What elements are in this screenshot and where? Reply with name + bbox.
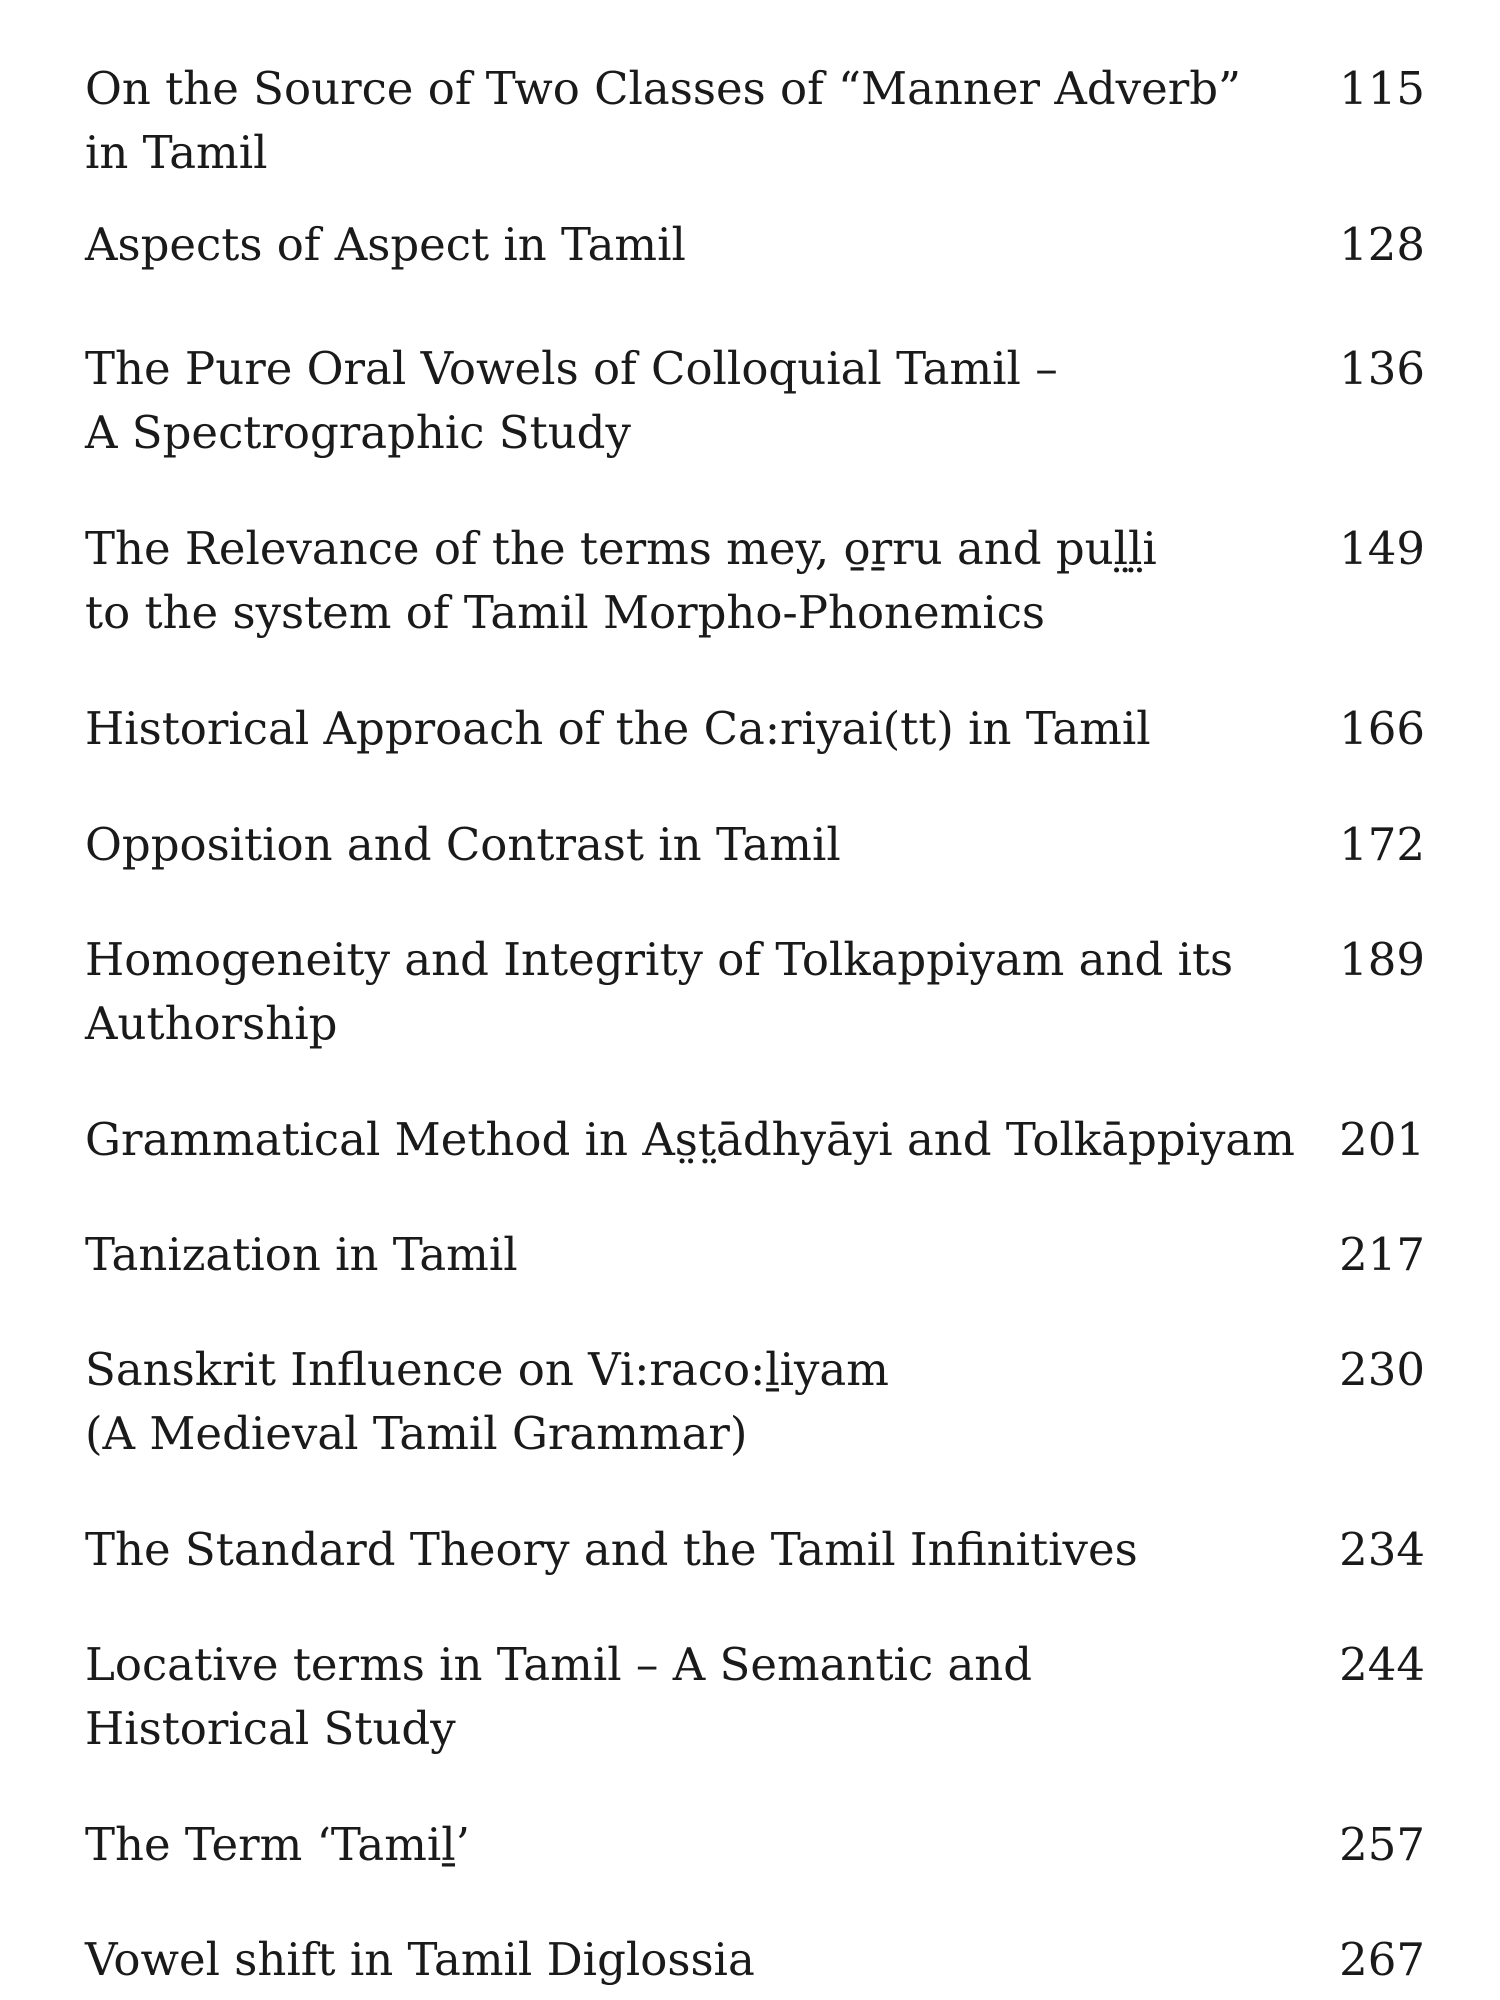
toc-title-line: The Pure Oral Vowels of Colloquial Tamil – <box>85 342 1058 395</box>
toc-title-line: Aspects of Aspect in Tamil <box>85 218 686 271</box>
toc-page-number: 149 <box>1339 522 1425 575</box>
toc-page-number: 217 <box>1339 1228 1425 1281</box>
toc-title-line: Grammatical Method in As̤t̤ādhyāyi and Tolkāppiyam <box>85 1113 1295 1166</box>
toc-page-number: 230 <box>1339 1343 1425 1396</box>
toc-page-number: 189 <box>1339 933 1425 986</box>
toc-title-line: in Tamil <box>85 126 268 179</box>
toc-title-line: Locative terms in Tamil – A Semantic and <box>85 1638 1033 1691</box>
toc-entry-title <box>85 813 1235 877</box>
toc-entry-title <box>85 1223 1235 1287</box>
toc-page-number: 166 <box>1339 702 1425 755</box>
toc-entry-title <box>85 213 1235 277</box>
toc-entry-title <box>85 517 1235 645</box>
toc-title-line: Homogeneity and Integrity of Tolkappiyam and its <box>85 933 1234 986</box>
toc-entry-title <box>85 1338 1235 1466</box>
toc-title-line: The Standard Theory and the Tamil Infinitives <box>85 1523 1138 1576</box>
toc-entry-title <box>85 1813 1235 1877</box>
toc-title-line: (A Medieval Tamil Grammar) <box>85 1407 748 1460</box>
toc-title-line: The Relevance of the terms mey, o̱ṟru and pul̤l̤i <box>85 522 1157 575</box>
toc-page-number: 257 <box>1339 1818 1425 1871</box>
toc-title-line: Authorship <box>85 997 338 1050</box>
toc-title-line: Historical Study <box>85 1702 456 1755</box>
toc-entry-title <box>85 1633 1235 1761</box>
toc-page-number: 244 <box>1339 1638 1425 1691</box>
toc-page-number: 136 <box>1339 342 1425 395</box>
toc-title-line: Historical Approach of the Ca:riyai(tt) in Tamil <box>85 702 1151 755</box>
toc-title-line: Sanskrit Influence on Vi:raco:ḻiyam <box>85 1343 889 1396</box>
toc-title-line: The Term ‘Tamiḻ’ <box>85 1818 470 1871</box>
toc-title-line: On the Source of Two Classes of “Manner Adverb” <box>85 62 1242 115</box>
toc-title-line: to the system of Tamil Morpho-Phonemics <box>85 586 1046 639</box>
toc-entry-title <box>85 337 1235 465</box>
toc-entry-title <box>85 1108 1295 1172</box>
toc-page-number: 128 <box>1339 218 1425 271</box>
toc-title-line: Vowel shift in Tamil Diglossia <box>85 1933 755 1986</box>
toc-page-number: 201 <box>1339 1113 1425 1166</box>
toc-page-number: 267 <box>1339 1933 1425 1986</box>
toc-page-number: 115 <box>1339 62 1425 115</box>
toc-entry-title <box>85 57 1242 185</box>
toc-title-line: A Spectrographic Study <box>85 406 631 459</box>
toc-entry-title <box>85 1518 1235 1582</box>
toc-title-line: Tanization in Tamil <box>85 1228 518 1281</box>
toc-entry-title <box>85 928 1235 1056</box>
toc-page-number: 234 <box>1339 1523 1425 1576</box>
toc-page-number: 172 <box>1339 818 1425 871</box>
toc-entry-title <box>85 697 1235 761</box>
toc-title-line: Opposition and Contrast in Tamil <box>85 818 841 871</box>
toc-entry-title <box>85 1928 1235 1992</box>
